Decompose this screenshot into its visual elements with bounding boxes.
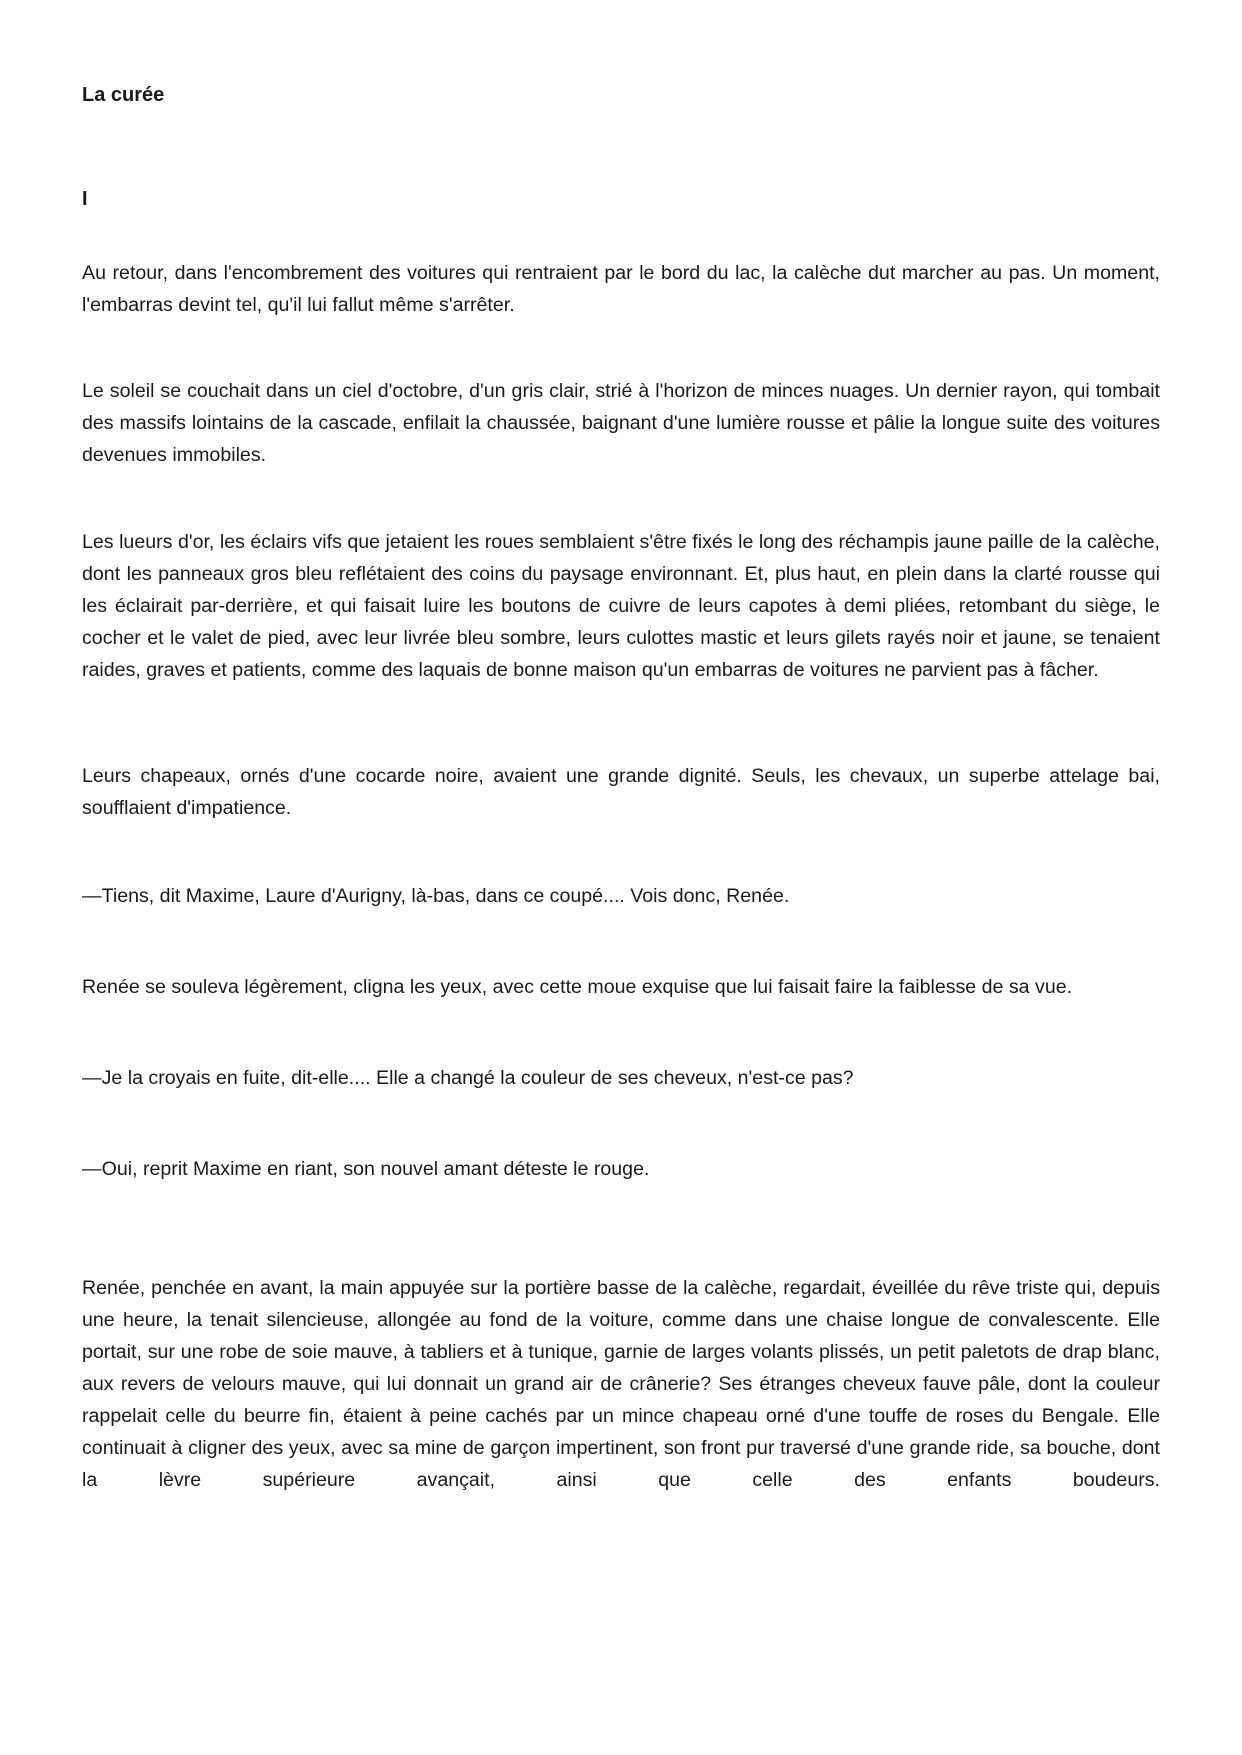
paragraph-2: Le soleil se couchait dans un ciel d'octobre, d'un gris clair, strié à l'horizon de minces nuages. Un dernier rayon, qui tombait des massifs lointains de la cascade, enfilait la chaussée, baignant d'une lumière rousse et pâlie la longue suite des voitures devenues immobiles. (82, 380, 1160, 466)
paragraph-4: Leurs chapeaux, ornés d'une cocarde noire, avaient une grande dignité. Seuls, les chevaux, un superbe attelage bai, soufflaient d'impatience. (82, 765, 1160, 819)
paragraph-1: Au retour, dans l'encombrement des voitures qui rentraient par le bord du lac, la calèche dut marcher au pas. Un moment, l'embarras devint tel, qu'il lui fallut même s'arrêter. (82, 262, 1160, 316)
paragraph-6: Renée se souleva légèrement, cligna les yeux, avec cette moue exquise que lui faisait faire la faiblesse de sa vue. (82, 976, 1073, 998)
chapter-heading: I (82, 188, 88, 210)
paragraph-3: Les lueurs d'or, les éclairs vifs que jetaient les roues semblaient s'être fixés le long des réchampis jaune paille de la calèche, dont les panneaux gros bleu reflétaient des coins du paysage environnant. Et, plus haut, en plein dans la clarté rousse qui les éclairait par-derrière, et qui faisait luire les boutons de cuivre de leurs capotes à demi pliées, retombant du siège, le cocher et le valet de pied, avec leur livrée bleu sombre, leurs culottes mastic et leurs gilets rayés noir et jaune, se tenaient raides, graves et patients, comme des laquais de bonne maison qu'un embarras de voitures ne parvient pas à fâcher. (82, 531, 1160, 681)
paragraph-8: —Oui, reprit Maxime en riant, son nouvel amant déteste le rouge. (82, 1158, 650, 1180)
document-title: La curée (82, 84, 165, 106)
paragraph-5: —Tiens, dit Maxime, Laure d'Aurigny, là-bas, dans ce coupé.... Vois donc, Renée. (82, 885, 790, 907)
paragraph-9: Renée, penchée en avant, la main appuyée sur la portière basse de la calèche, regardait, éveillée du rêve triste qui, depuis une heure, la tenait silencieuse, allongée au fond de la voiture, comme dans une chaise longue de convalescente. Elle portait, sur une robe de soie mauve, à tabliers et à tunique, garnie de larges volants plissés, un petit paletots de drap blanc, aux revers de velours mauve, qui lui donnait un grand air de crânerie? Ses étranges cheveux fauve pâle, dont la couleur rappelait celle du beurre fin, étaient à peine cachés par un mince chapeau orné d'une touffe de roses du Bengale. Elle continuait à cligner des yeux, avec sa mine de garçon impertinent, son front pur traversé d'une grande ride, sa bouche, dont la lèvre supérieure avançait, ainsi que celle des enfants boudeurs. (82, 1277, 1160, 1491)
paragraph-7: —Je la croyais en fuite, dit-elle.... Elle a changé la couleur de ses cheveux, n'est-ce pas? (82, 1067, 854, 1089)
